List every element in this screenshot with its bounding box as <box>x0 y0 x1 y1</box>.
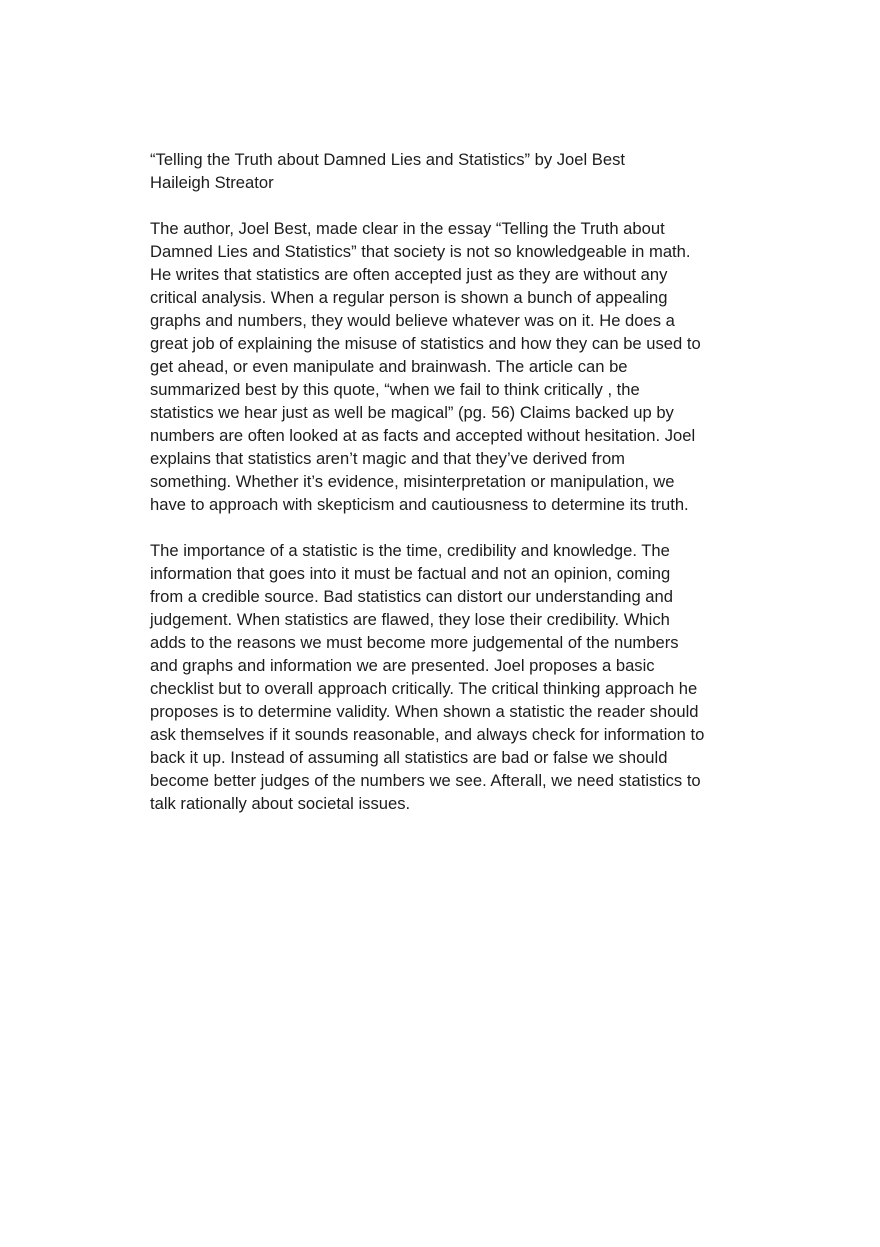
paragraph-line: become better judges of the numbers we see. Afterall, we need statistics to <box>150 771 701 790</box>
paragraph-line: explains that statistics aren’t magic and that they’ve derived from <box>150 449 625 468</box>
paragraph-line: something. Whether it’s evidence, misinterpretation or manipulation, we <box>150 472 675 491</box>
paragraph-line: back it up. Instead of assuming all statistics are bad or false we should <box>150 748 668 767</box>
paragraph-line: have to approach with skepticism and cautiousness to determine its truth. <box>150 495 689 514</box>
paragraph-line: talk rationally about societal issues. <box>150 794 411 813</box>
paragraph-line: checklist but to overall approach critically. The critical thinking approach he <box>150 679 698 698</box>
author-name-line: Haileigh Streator <box>150 173 274 192</box>
paragraph-line: numbers are often looked at as facts and accepted without hesitation. Joel <box>150 426 696 445</box>
paragraph-line: critical analysis. When a regular person is shown a bunch of appealing <box>150 288 668 307</box>
paragraph-line: information that goes into it must be factual and not an opinion, coming <box>150 564 671 583</box>
paragraph-line: He writes that statistics are often accepted just as they are without any <box>150 265 668 284</box>
paragraph-line: and graphs and information we are presented. Joel proposes a basic <box>150 656 655 675</box>
paragraph-2 <box>150 539 740 815</box>
paragraph-line: The author, Joel Best, made clear in the essay “Telling the Truth about <box>150 219 665 238</box>
paragraph-1 <box>150 217 740 516</box>
paragraph-line: proposes is to determine validity. When shown a statistic the reader should <box>150 702 699 721</box>
document-body <box>150 148 740 815</box>
paragraph-line: from a credible source. Bad statistics can distort our understanding and <box>150 587 673 606</box>
paragraph-line: Damned Lies and Statistics” that society is not so knowledgeable in math. <box>150 242 691 261</box>
paragraph-line: ask themselves if it sounds reasonable, and always check for information to <box>150 725 705 744</box>
paragraph-line: graphs and numbers, they would believe whatever was on it. He does a <box>150 311 675 330</box>
paragraph-line: great job of explaining the misuse of statistics and how they can be used to <box>150 334 701 353</box>
paragraph-line: summarized best by this quote, “when we fail to think critically , the <box>150 380 640 399</box>
paragraph-line: adds to the reasons we must become more judgemental of the numbers <box>150 633 679 652</box>
paragraph-line: The importance of a statistic is the time, credibility and knowledge. The <box>150 541 670 560</box>
paragraph-line: statistics we hear just as well be magical” (pg. 56) Claims backed up by <box>150 403 674 422</box>
paragraph-line: get ahead, or even manipulate and brainwash. The article can be <box>150 357 628 376</box>
essay-title-line: “Telling the Truth about Damned Lies and Statistics” by Joel Best <box>150 150 626 169</box>
paragraph-line: judgement. When statistics are flawed, they lose their credibility. Which <box>150 610 670 629</box>
